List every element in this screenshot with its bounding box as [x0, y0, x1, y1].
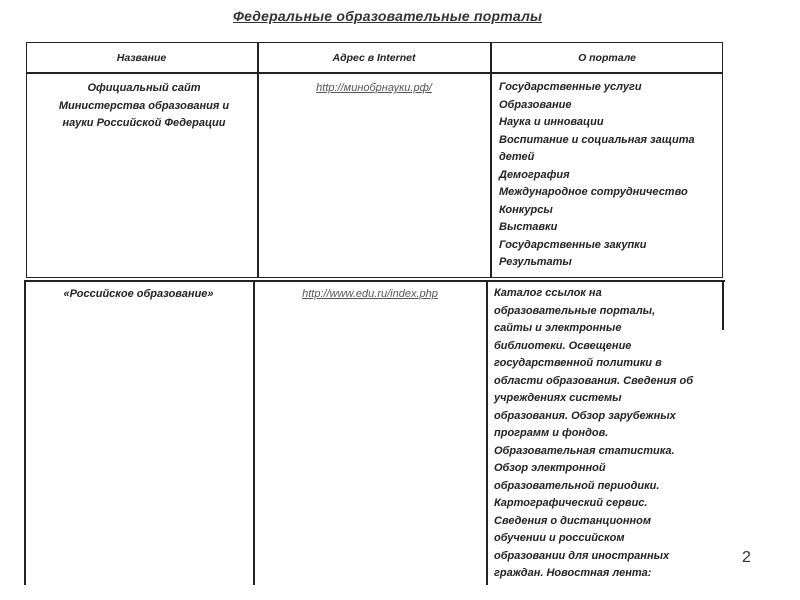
row2-about-item: Картографический сервис.: [494, 497, 648, 509]
row1-about-item: Результаты: [499, 256, 572, 268]
row1-about-item: Конкурсы: [499, 203, 553, 216]
row1-url-cell: [258, 80, 490, 98]
header-name: Название: [116, 52, 167, 64]
page-number: 2: [742, 549, 751, 566]
row2-column-divider-2: [486, 280, 488, 585]
row2-about-item: государственной политики в: [494, 357, 662, 369]
row2-left-border: [24, 280, 26, 585]
row1-url-link[interactable]: http://минобрнауки.рф/: [316, 82, 432, 94]
row1-about-item: Государственные закупки: [499, 238, 647, 251]
row2-about-item: Обзор электронной: [494, 462, 606, 474]
row1-about-item: Выставки: [499, 221, 558, 233]
page-title: Федеральные образовательные порталы: [233, 8, 543, 24]
row2-name: «Российское образование»: [63, 288, 214, 300]
row2-about-item: образовании для иностранных: [494, 549, 670, 562]
row2-about-item: образовательной периодики.: [494, 479, 660, 492]
row2-about-item: библиотеки. Освещение: [494, 339, 632, 352]
row1-name: Официальный сайт Министерства образования и науки Российской Федерации: [58, 82, 230, 129]
row2-about-item: обучении и российском: [494, 532, 625, 544]
row2-url-link[interactable]: http://www.edu.ru/index.php: [302, 288, 438, 300]
row1-about-list: [499, 79, 721, 272]
row1-about-item: Наука и инновации: [499, 116, 604, 128]
column-divider-2: [490, 42, 492, 278]
row1-about-item: Государственные услуги: [499, 81, 642, 93]
row2-about-item: учреждениях системы: [494, 392, 622, 404]
row2-about-item: Образовательная статистика.: [494, 444, 675, 457]
row1-about-item: Международное сотрудничество: [499, 186, 688, 198]
row2-about-item: граждан. Новостная лента:: [494, 567, 652, 579]
header-address: Адрес в Internet: [332, 52, 416, 64]
row1-about-item: Образование: [499, 98, 572, 111]
row2-url-cell: [254, 286, 486, 304]
header-about: О портале: [578, 52, 636, 64]
row2-about-item: образования. Обзор зарубежных: [494, 409, 676, 422]
column-divider-1: [257, 42, 259, 278]
row1-about: [499, 79, 721, 272]
row2-column-divider-1: [253, 280, 255, 585]
row1-about-item: Воспитание и социальная защита детей: [499, 133, 695, 163]
row2-about-list: [494, 285, 726, 583]
row2-about-item: образовательные порталы,: [494, 304, 656, 317]
header-divider: [26, 72, 723, 74]
row2-about: [494, 285, 726, 583]
row2-about-item: сайты и электронные: [494, 322, 622, 334]
row2-about-item: области образования. Сведения об: [494, 374, 694, 387]
row2-about-item: программ и фондов.: [494, 427, 609, 439]
row2-about-item: Каталог ссылок на: [494, 287, 602, 299]
row1-about-item: Демография: [499, 168, 570, 181]
row2-top-border: [24, 280, 725, 282]
row2-about-item: Сведения о дистанционном: [494, 514, 652, 527]
